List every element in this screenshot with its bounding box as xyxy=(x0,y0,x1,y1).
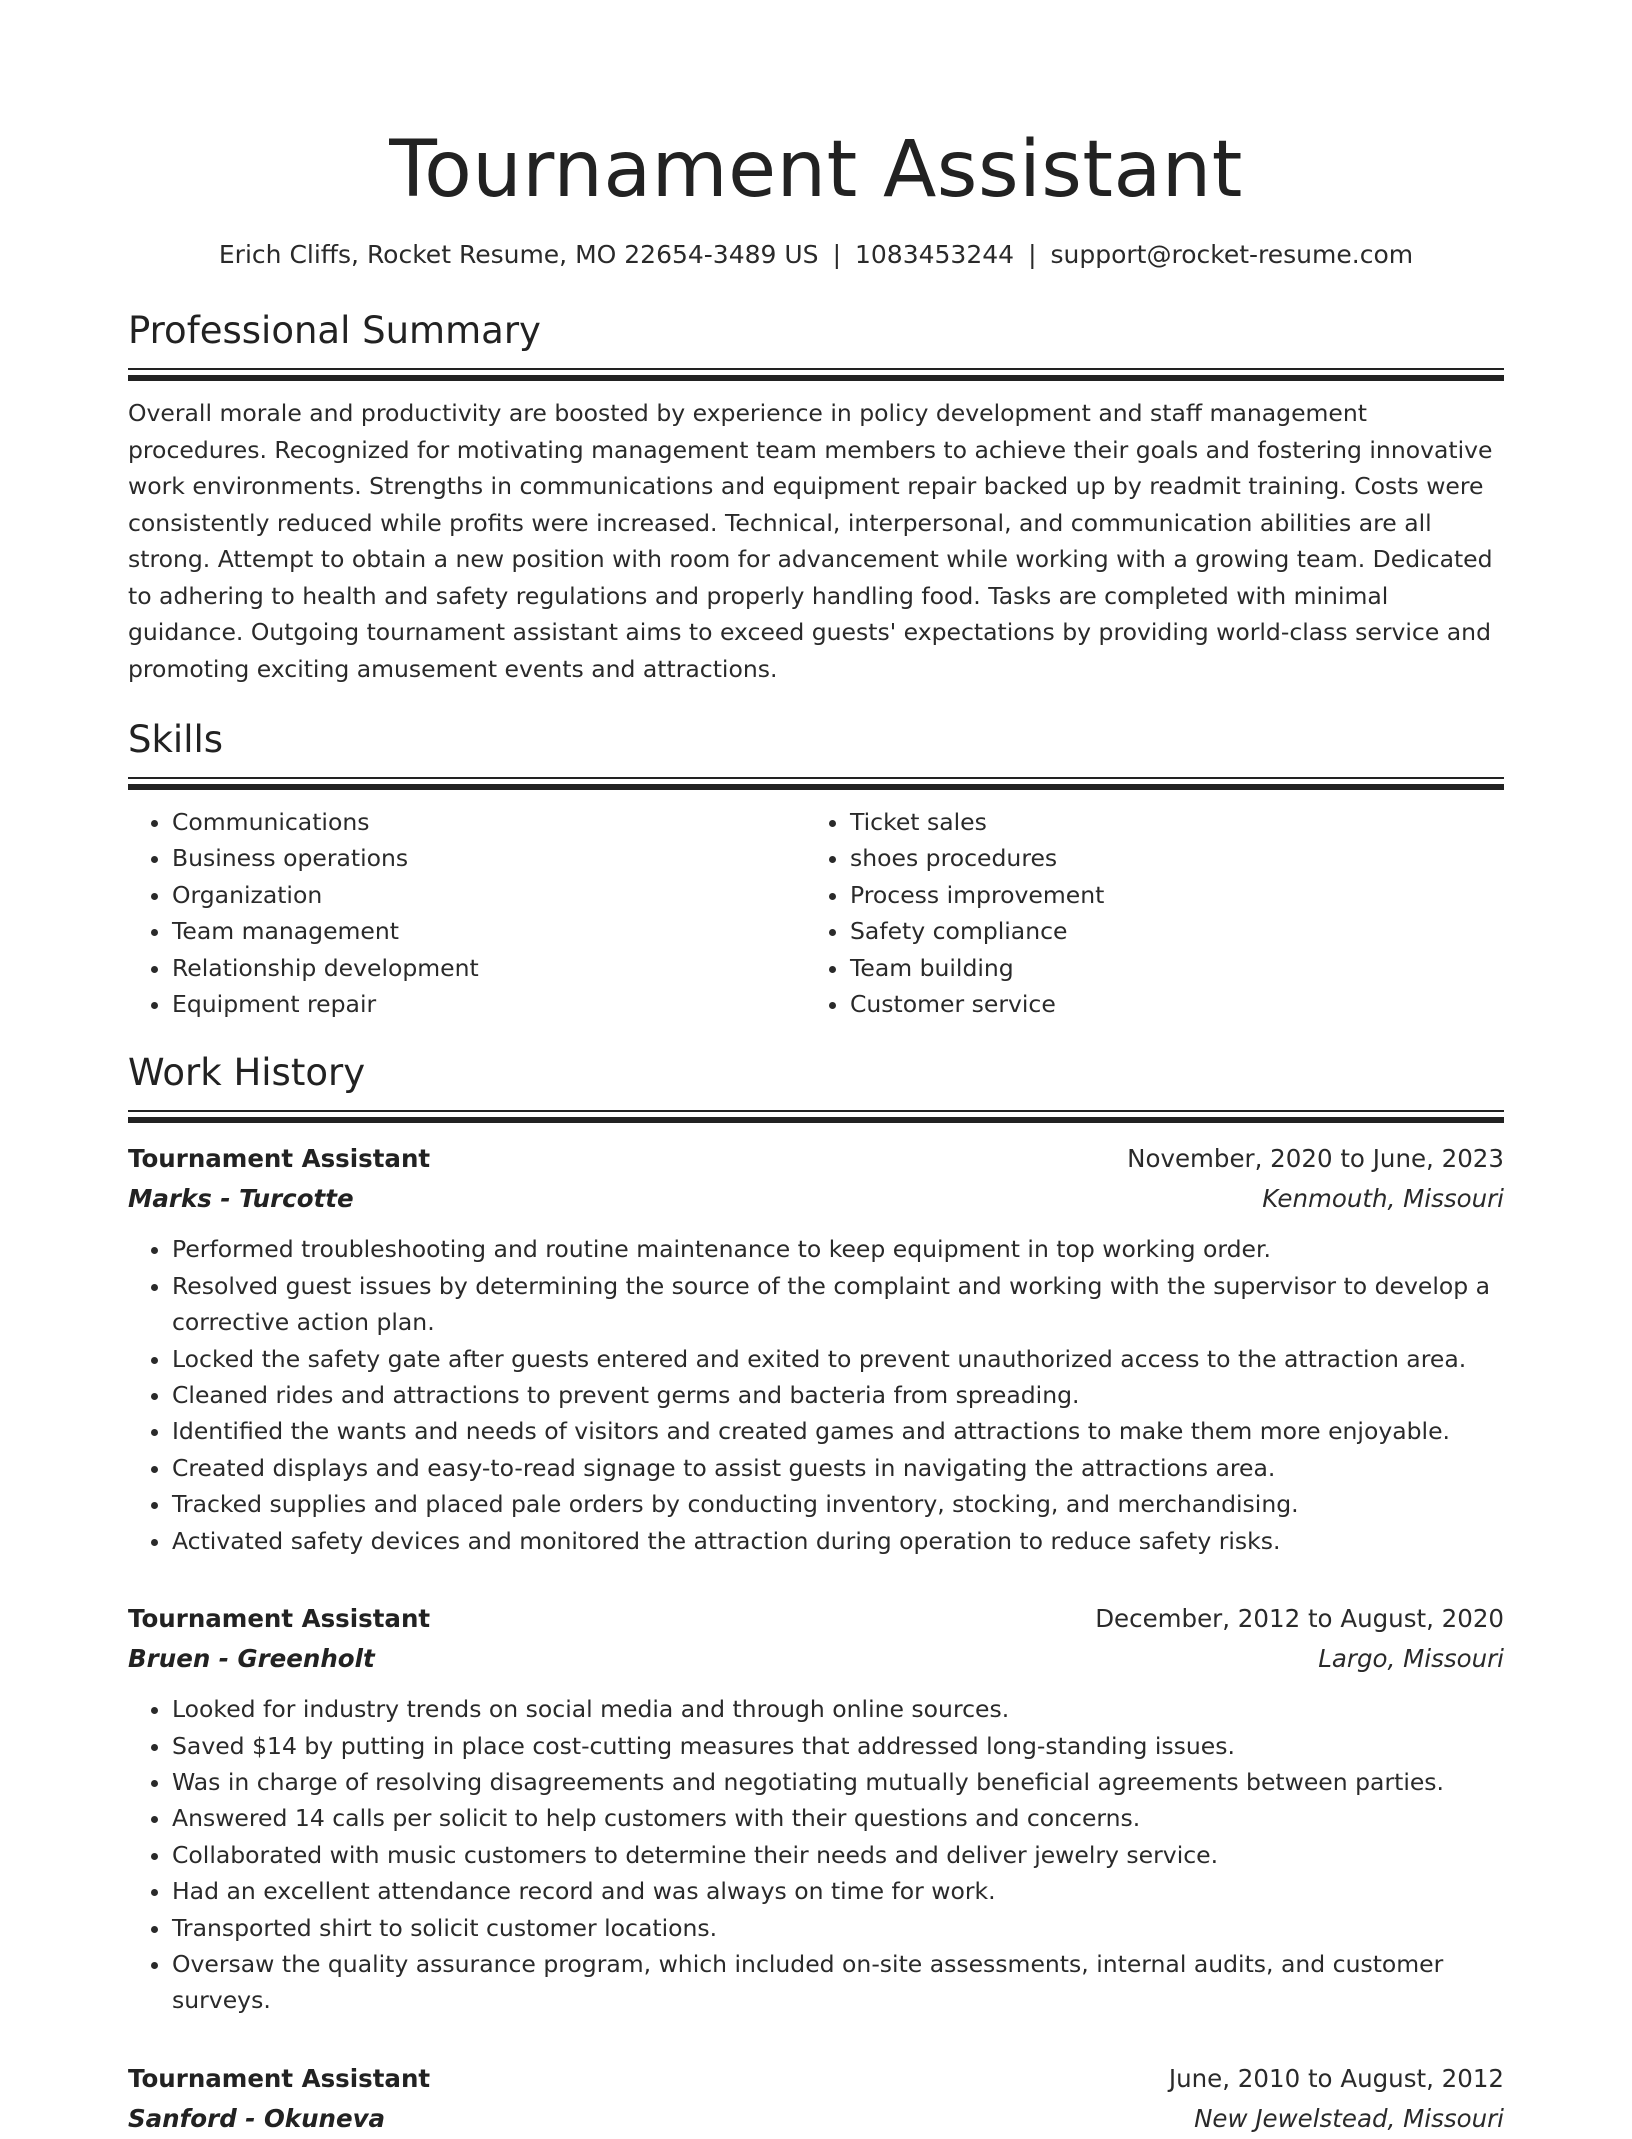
job-bullet: • Resolved guest issues by determining the source of the complaint and working with the supervisor to develop a corrective action plan. xyxy=(172,1268,1504,1341)
skill-item: • Safety compliance xyxy=(850,913,1484,949)
job-header-row xyxy=(128,1599,1504,1639)
skill-item: • Team management xyxy=(172,913,806,949)
job-bullet: • Performed troubleshooting and routine maintenance to keep equipment in top working order. xyxy=(172,1231,1504,1267)
resume-name: Tournament Assistant xyxy=(389,125,1243,215)
job-bullet: • Had an excellent attendance record and was always on time for work. xyxy=(172,1873,1504,1909)
job-bullet: • Oversaw the quality assurance program, which included on-site assessments, internal audits, and customer surveys. xyxy=(172,1946,1504,2019)
job-dates: November, 2020 to June, 2023 xyxy=(1127,1144,1504,1174)
job-dates: December, 2012 to August, 2020 xyxy=(1095,1604,1504,1634)
section-divider xyxy=(128,1110,1504,1123)
skills-column-right xyxy=(806,804,1484,1022)
job-entry xyxy=(128,1139,1504,1559)
job-location: New Jewelstead, Missouri xyxy=(1194,2103,1504,2133)
job-bullet: • Looked for industry trends on social media and through online sources. xyxy=(172,1691,1504,1727)
job-subheader-row xyxy=(128,1179,1504,1219)
job-bullets xyxy=(128,1691,1504,2019)
contact-email: support@rocket-resume.com xyxy=(1050,240,1414,269)
job-bullet: • Answered 14 calls per solicit to help customers with their questions and concerns. xyxy=(172,1800,1504,1836)
job-bullets xyxy=(128,1231,1504,1559)
skill-item: • shoes procedures xyxy=(850,840,1484,876)
job-header-row xyxy=(128,2059,1504,2099)
skills-column-left xyxy=(128,804,806,1022)
contact-separator: | xyxy=(1028,240,1037,269)
job-bullet: • Cleaned rides and attractions to prevent germs and bacteria from spreading. xyxy=(172,1377,1504,1413)
job-bullet: • Identified the wants and needs of visitors and created games and attractions to make them more enjoyable. xyxy=(172,1413,1504,1449)
job-title: Tournament Assistant xyxy=(128,2063,431,2093)
job-bullet: • Was in charge of resolving disagreements and negotiating mutually beneficial agreements between parties. xyxy=(172,1764,1504,1800)
skill-item: • Communications xyxy=(172,804,806,840)
job-subheader-row xyxy=(128,2099,1504,2139)
contact-phone: 1083453244 xyxy=(855,240,1015,269)
skill-item: • Relationship development xyxy=(172,950,806,986)
job-entry xyxy=(128,1599,1504,2019)
resume-page xyxy=(128,0,1504,2139)
job-location: Kenmouth, Missouri xyxy=(1262,1184,1504,1214)
job-bullet: • Saved $14 by putting in place cost-cutting measures that addressed long-standing issues. xyxy=(172,1728,1504,1764)
job-bullet: • Collaborated with music customers to determine their needs and deliver jewelry service. xyxy=(172,1837,1504,1873)
contact-address: Erich Cliffs, Rocket Resume, MO 22654-3489 US xyxy=(218,240,819,269)
job-company: Marks - Turcotte xyxy=(128,1184,354,1214)
job-dates: June, 2010 to August, 2012 xyxy=(1168,2063,1504,2093)
summary-text: Overall morale and productivity are boosted by experience in policy development and staff management procedures. Recognized for motivating management team members to achieve their goals and fostering innovative work environments. Strengths in communications and equipment repair backed up by readmit training. Costs were consistently reduced while profits were increased. Technical, interpersonal, and communication abilities are all strong. Attempt to obtain a new position with room for advancement while working with a growing team. Dedicated to adhering to health and safety regulations and properly handling food. Tasks are completed with minimal guidance. Outgoing tournament assistant aims to exceed guests' expectations by providing world-class service and promoting exciting amusement events and attractions. xyxy=(128,399,1493,683)
section-title-work-history: Work History xyxy=(128,1051,366,1095)
job-bullet: • Created displays and easy-to-read signage to assist guests in navigating the attractions area. xyxy=(172,1450,1504,1486)
section-title-summary: Professional Summary xyxy=(128,309,541,352)
job-company: Bruen - Greenholt xyxy=(128,1644,375,1674)
job-bullet: • Tracked supplies and placed pale orders by conducting inventory, stocking, and merchandising. xyxy=(172,1486,1504,1522)
job-entry xyxy=(128,2059,1504,2139)
job-header-row xyxy=(128,1139,1504,1179)
section-divider xyxy=(128,368,1504,381)
contact-line xyxy=(128,238,1504,272)
skill-item: • Equipment repair xyxy=(172,986,806,1022)
section-divider xyxy=(128,777,1504,790)
skills-list xyxy=(128,804,1504,1022)
section-title-skills: Skills xyxy=(128,718,224,761)
job-location: Largo, Missouri xyxy=(1318,1644,1504,1674)
contact-separator: | xyxy=(832,240,841,269)
job-company: Sanford - Okuneva xyxy=(128,2103,386,2133)
skill-item: • Process improvement xyxy=(850,877,1484,913)
job-bullet: • Activated safety devices and monitored the attraction during operation to reduce safety risks. xyxy=(172,1523,1504,1559)
skill-item: • Team building xyxy=(850,950,1484,986)
job-bullet: • Transported shirt to solicit customer locations. xyxy=(172,1910,1504,1946)
skill-item: • Customer service xyxy=(850,986,1484,1022)
job-title: Tournament Assistant xyxy=(128,1604,431,1634)
job-subheader-row xyxy=(128,1639,1504,1679)
skill-item: • Organization xyxy=(172,877,806,913)
skill-item: • Ticket sales xyxy=(850,804,1484,840)
job-title: Tournament Assistant xyxy=(128,1144,431,1174)
skill-item: • Business operations xyxy=(172,840,806,876)
job-bullet: • Locked the safety gate after guests entered and exited to prevent unauthorized access to the attraction area. xyxy=(172,1341,1504,1377)
